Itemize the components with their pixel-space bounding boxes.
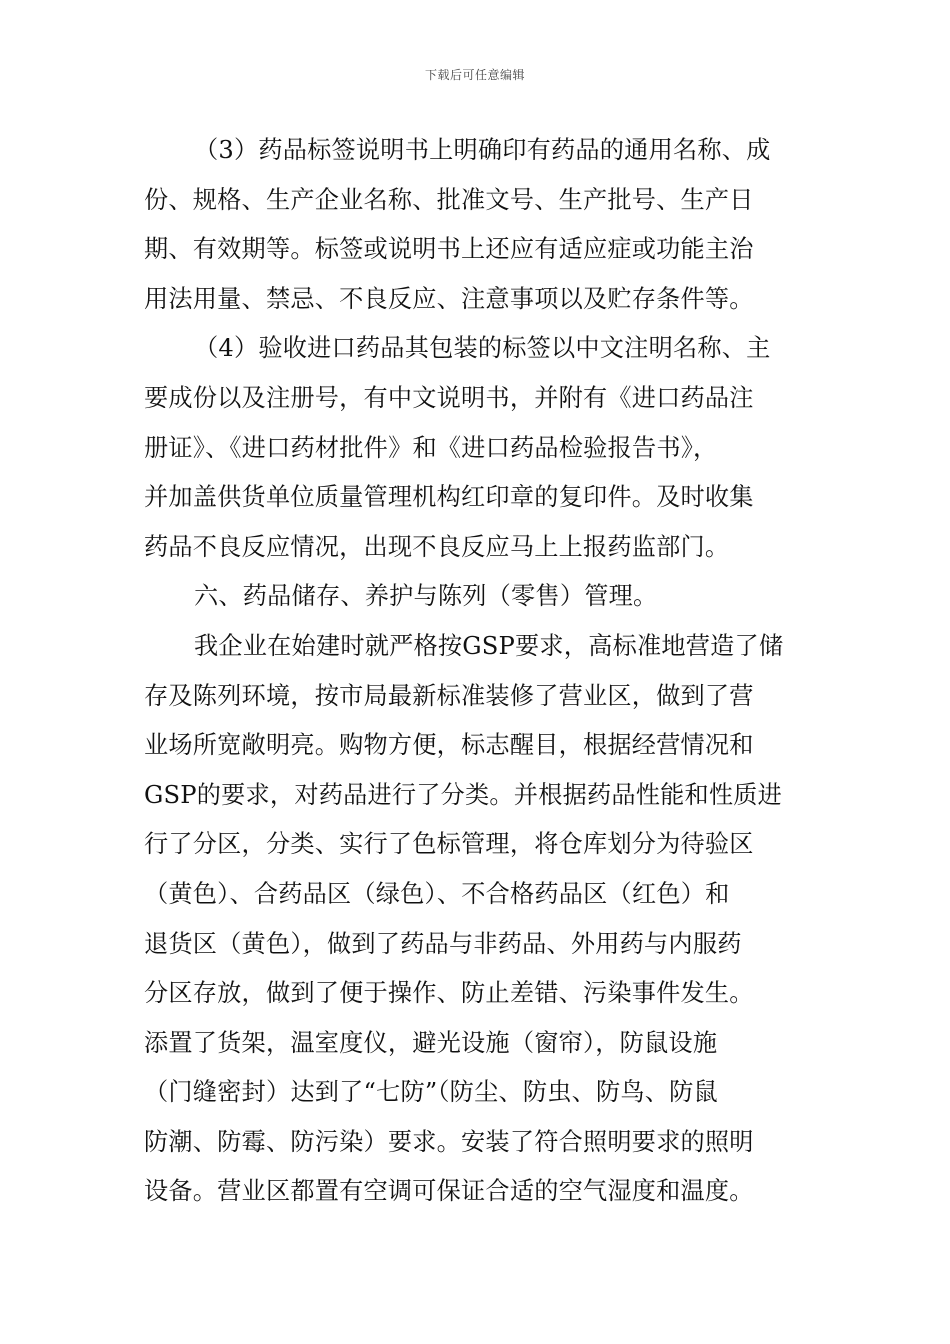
text-line: 防潮、防霉、防污染）要求。安装了符合照明要求的照明 bbox=[144, 1127, 754, 1156]
text-line: 六、药品储存、养护与陈列（零售）管理。 bbox=[194, 582, 658, 611]
text-line: 要成份以及注册号，有中文说明书，并附有《进口药品注 bbox=[144, 383, 754, 412]
text-line: （3）药品标签说明书上明确印有药品的通用名称、成 bbox=[194, 136, 771, 164]
text-line: 退货区（黄色），做到了药品与非药品、外用药与内服药 bbox=[144, 929, 742, 958]
text-line: 份、规格、生产企业名称、批准文号、生产批号、生产日 bbox=[144, 185, 754, 214]
text-line: 期、有效期等。标签或说明书上还应有适应症或功能主治 bbox=[144, 235, 754, 264]
text-line: 添置了货架，温室度仪，避光设施（窗帘），防鼠设施 bbox=[144, 1028, 718, 1057]
text-line: （黄色）、合药品区（绿色）、不合格药品区（红色）和 bbox=[144, 879, 730, 908]
text-line: GSP的要求，对药品进行了分类。并根据药品性能和性质进 bbox=[144, 780, 783, 809]
text-line: 行了分区，分类、实行了色标管理，将仓库划分为待验区 bbox=[144, 830, 754, 859]
text-line: 我企业在始建时就严格按GSP要求，高标准地营造了储 bbox=[194, 631, 784, 660]
text-line: 药品不良反应情况，出现不良反应马上上报药监部门。 bbox=[144, 532, 730, 561]
text-line: （4）验收进口药品其包装的标签以中文注明名称、主 bbox=[194, 334, 771, 363]
text-line: 册证》、《进口药材批件》和《进口药品检验报告书》， bbox=[144, 433, 718, 462]
document-body bbox=[144, 126, 816, 1217]
text-line: （门缝密封）达到了“七防”（防尘、防虫、防鸟、防鼠 bbox=[144, 1078, 718, 1107]
text-line: 并加盖供货单位质量管理机构红印章的复印件。及时收集 bbox=[144, 483, 754, 512]
text-line: 存及陈列环境，按市局最新标准装修了营业区，做到了营 bbox=[144, 681, 754, 710]
text-line: 设备。营业区都置有空调可保证合适的空气湿度和温度。 bbox=[144, 1177, 754, 1206]
text-line: 分区存放，做到了便于操作、防止差错、污染事件发生。 bbox=[144, 979, 754, 1008]
text-line: 业场所宽敞明亮。购物方便，标志醒目，根据经营情况和 bbox=[144, 731, 754, 760]
text-line: 用法用量、禁忌、不良反应、注意事项以及贮存条件等。 bbox=[144, 284, 754, 313]
page-header: 下载后可任意编辑 bbox=[424, 68, 525, 82]
